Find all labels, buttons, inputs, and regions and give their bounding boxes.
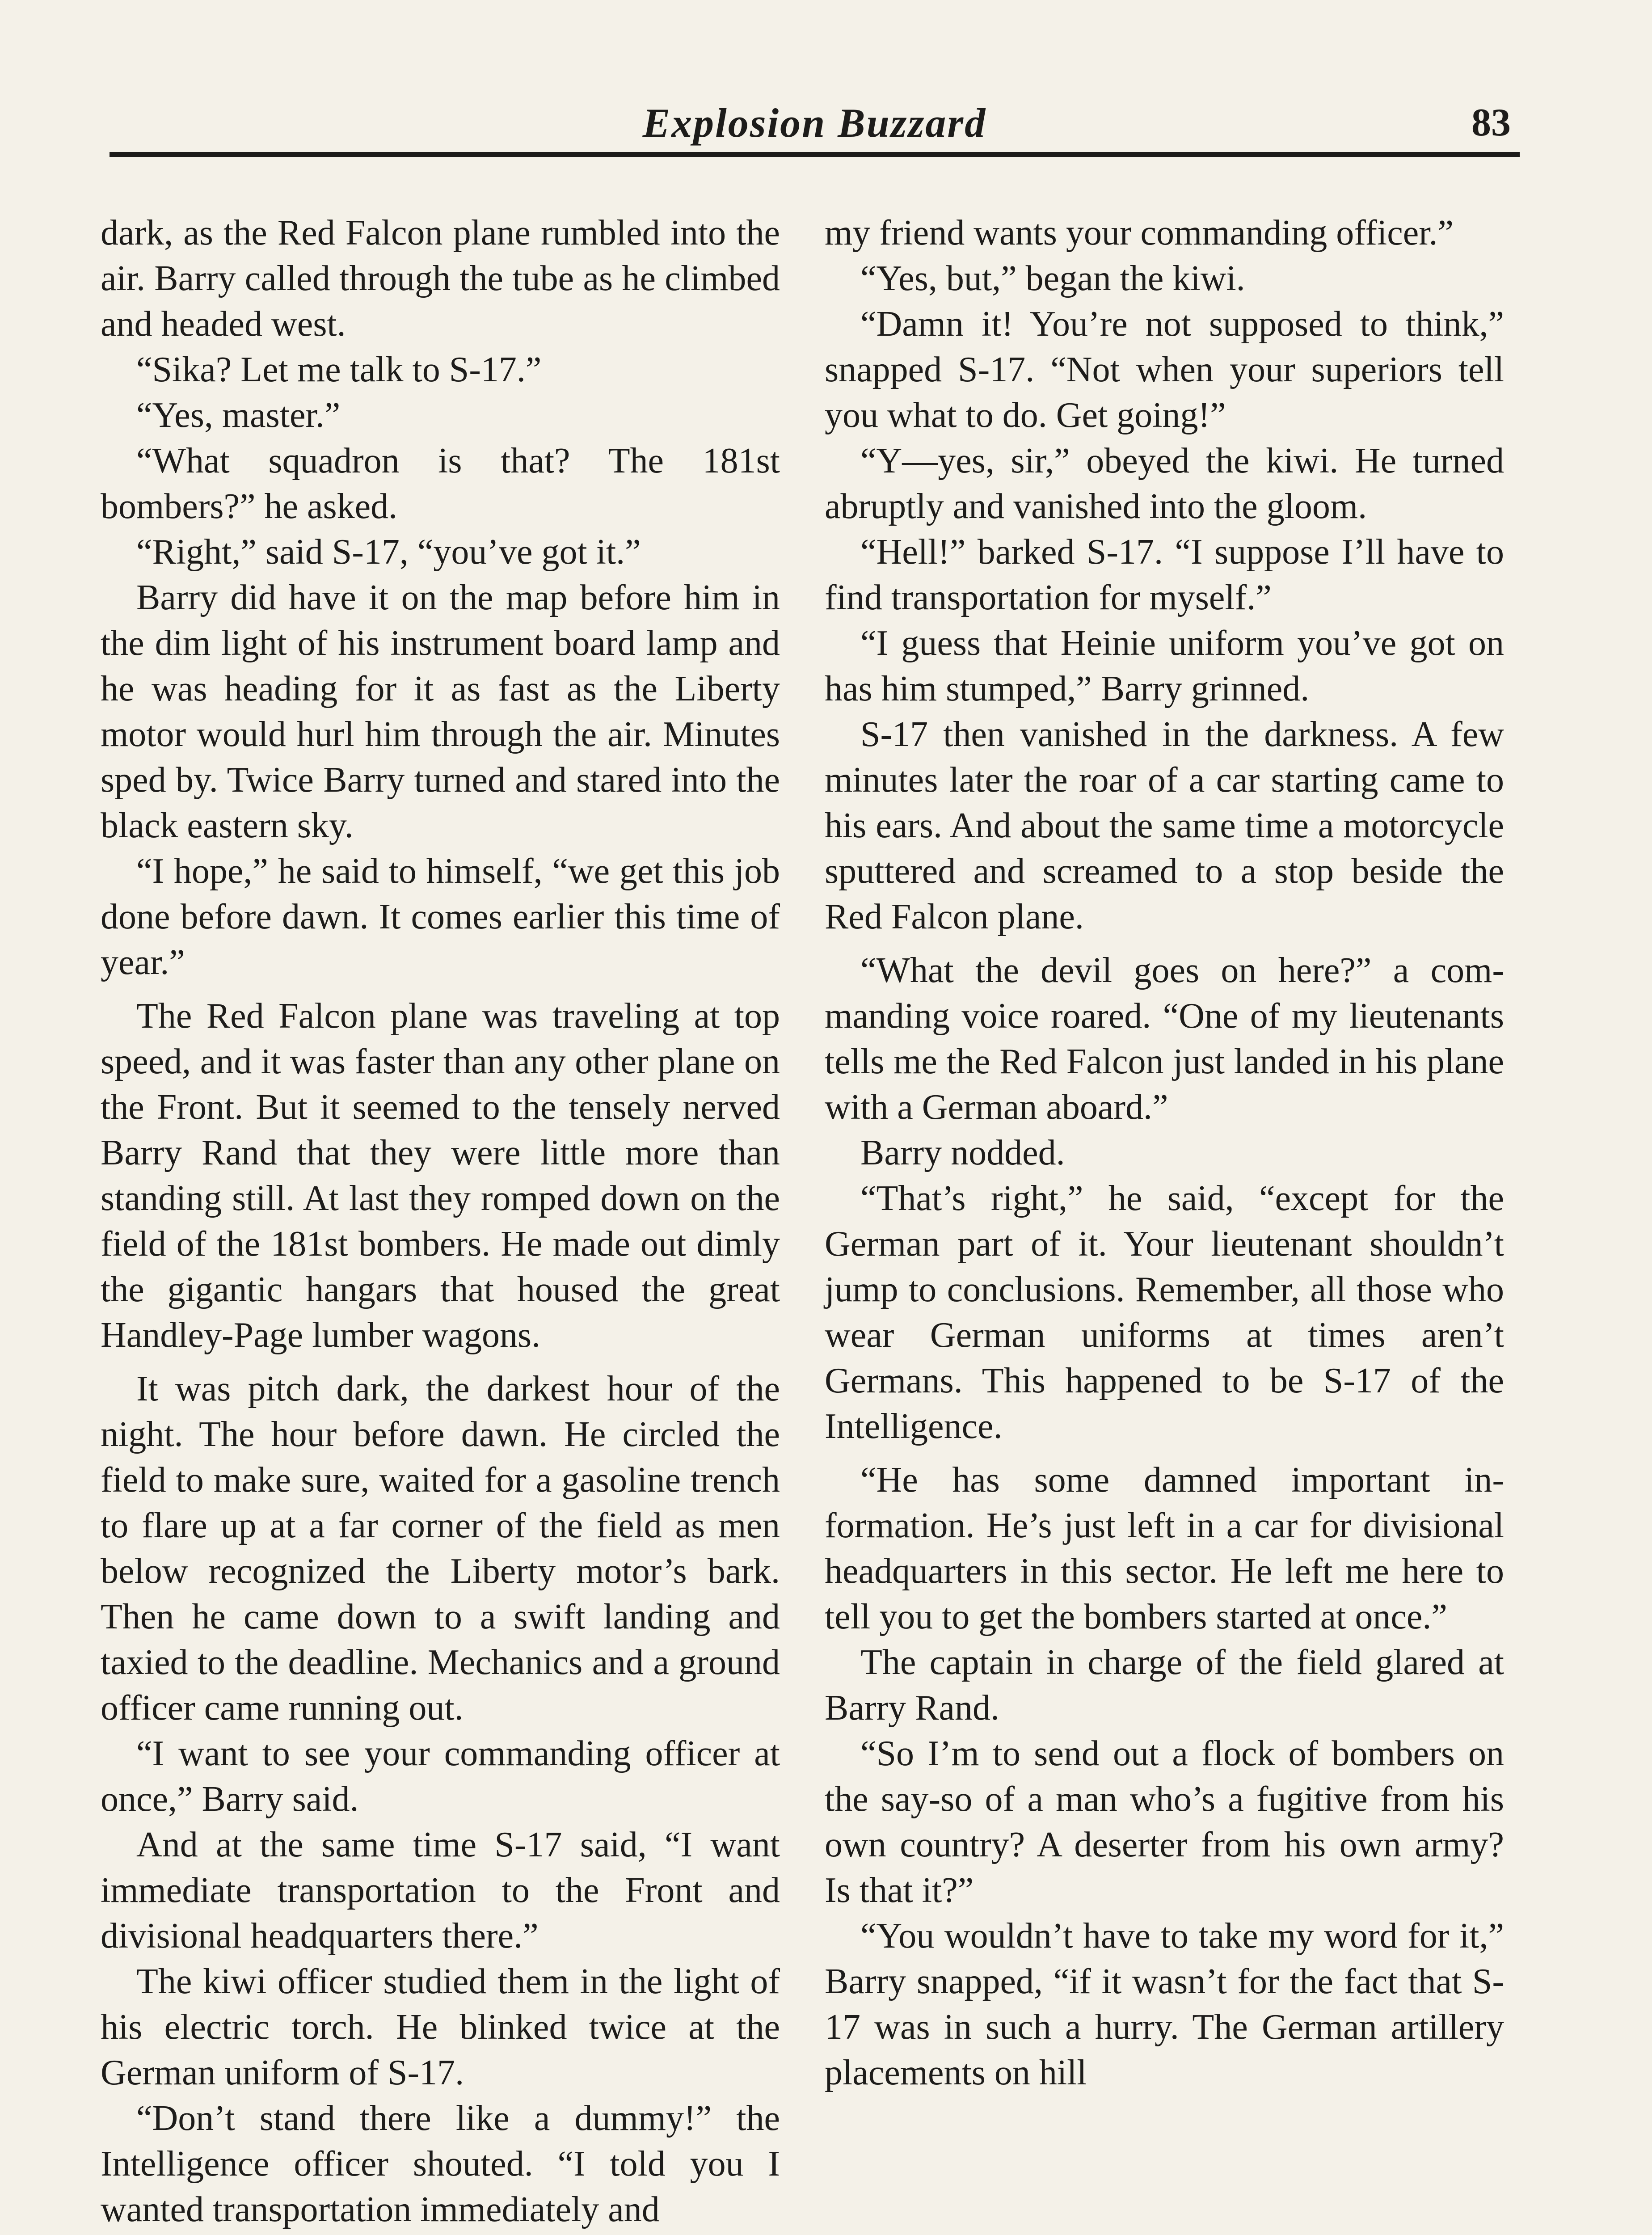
paragraph: my friend wants your commanding officer.” <box>825 213 1454 253</box>
page-number: 83 <box>1471 101 1511 144</box>
paragraph: And at the same time S-17 said, “I want immediate transportation to the Front and divisional headquarters there.” <box>101 1825 780 1956</box>
paragraph: “That’s right,” he said, “except for the German part of it. Your lieutenant shouldn’t jump to conclusions. Remember, all those who wear German uniforms at times aren’t Germans. This happened to be S-17 of the Intelligence. <box>825 1179 1504 1446</box>
paragraph: “Yes, but,” began the kiwi. <box>860 259 1245 298</box>
paragraph: “Sika? Let me talk to S-17.” <box>136 350 542 389</box>
paragraph: “Don’t stand there like a dummy!” the Intelligence officer shouted. “I told you I wanted transportation immediately and <box>101 2099 780 2229</box>
paragraph: “He has some damned important information. He’s just left in a car for divisional headquarters in this sector. He left me here to tell you to get the bombers started at once.” <box>825 1460 1504 1636</box>
left-text-column <box>101 210 780 2232</box>
paragraph: “I guess that Heinie uniform you’ve got on has him stumped,” Barry grinned. <box>825 624 1504 708</box>
paragraph: “What squadron is that? The 181st bombers?” he asked. <box>101 441 780 526</box>
paragraph: The Red Falcon plane was traveling at top speed, and it was faster than any other plane on the Front. But it seemed to the tensely nerved Barry Rand that they were little more than standing still. At last they romped down on the field of the 181st bombers. He made out dimly the gigantic hangars that housed the great Handley-Page lumber wagons. <box>101 996 780 1355</box>
paragraph: “Yes, master.” <box>136 396 341 435</box>
paragraph: S-17 then vanished in the darkness. A few minutes later the roar of a car starting came to his ears. And about the same time a motorcycle sputtered and screamed to a stop beside the Red Falcon plane. <box>825 715 1504 936</box>
header-rule <box>110 152 1520 157</box>
running-title: Explosion Buzzard <box>642 100 987 146</box>
paragraph: “Damn it! You’re not supposed to think,” snapped S-17. “Not when your superiors tell you what to do. Get going!” <box>825 304 1504 435</box>
paragraph: The captain in charge of the field glared at Barry Rand. <box>825 1643 1504 1728</box>
paragraph: It was pitch dark, the darkest hour of the night. The hour before dawn. He circled the field to make sure, waited for a gasoline trench to flare up at a far corner of the field as men below recognized the Liberty motor’s bark. Then he came down to a swift landing and taxied to the deadline. Mechanics and a ground officer came running out. <box>101 1369 780 1728</box>
right-text-column <box>825 210 1504 2096</box>
page-header <box>110 96 1520 155</box>
paragraph: dark, as the Red Falcon plane rumbled into the air. Barry called through the tube as he climbed and headed west. <box>101 213 780 344</box>
paragraph: The kiwi officer studied them in the light of his electric torch. He blinked twice at the German uniform of S-17. <box>101 1962 780 2092</box>
paragraph: “Right,” said S-17, “you’ve got it.” <box>136 532 641 572</box>
paragraph: “You wouldn’t have to take my word for it,” Barry snapped, “if it wasn’t for the fact that S-17 was in such a hurry. The German artillery placements on hill <box>825 1916 1504 2092</box>
paragraph: “Hell!” barked S-17. “I suppose I’ll have to find transportation for myself.” <box>825 532 1504 617</box>
paragraph: “What the devil goes on here?” a commanding voice roared. “One of my lieutenants tells me the Red Falcon just landed in his plane with a German aboard.” <box>825 951 1504 1127</box>
paragraph: “So I’m to send out a flock of bombers on the say-so of a man who’s a fugitive from his own country? A deserter from his own army? Is that it?” <box>825 1734 1504 1910</box>
paragraph: “I want to see your commanding officer at once,” Barry said. <box>101 1734 780 1819</box>
paragraph: “Y—yes, sir,” obeyed the kiwi. He turned abruptly and vanished into the gloom. <box>825 441 1504 526</box>
paragraph: Barry nodded. <box>860 1133 1065 1172</box>
paragraph: “I hope,” he said to himself, “we get this job done before dawn. It comes earlier this time of year.” <box>101 852 780 982</box>
paragraph: Barry did have it on the map before him in the dim light of his instrument board lamp and he was heading for it as fast as the Liberty motor would hurl him through the air. Minutes sped by. Twice Barry turned and stared into the black eastern sky. <box>101 578 780 845</box>
